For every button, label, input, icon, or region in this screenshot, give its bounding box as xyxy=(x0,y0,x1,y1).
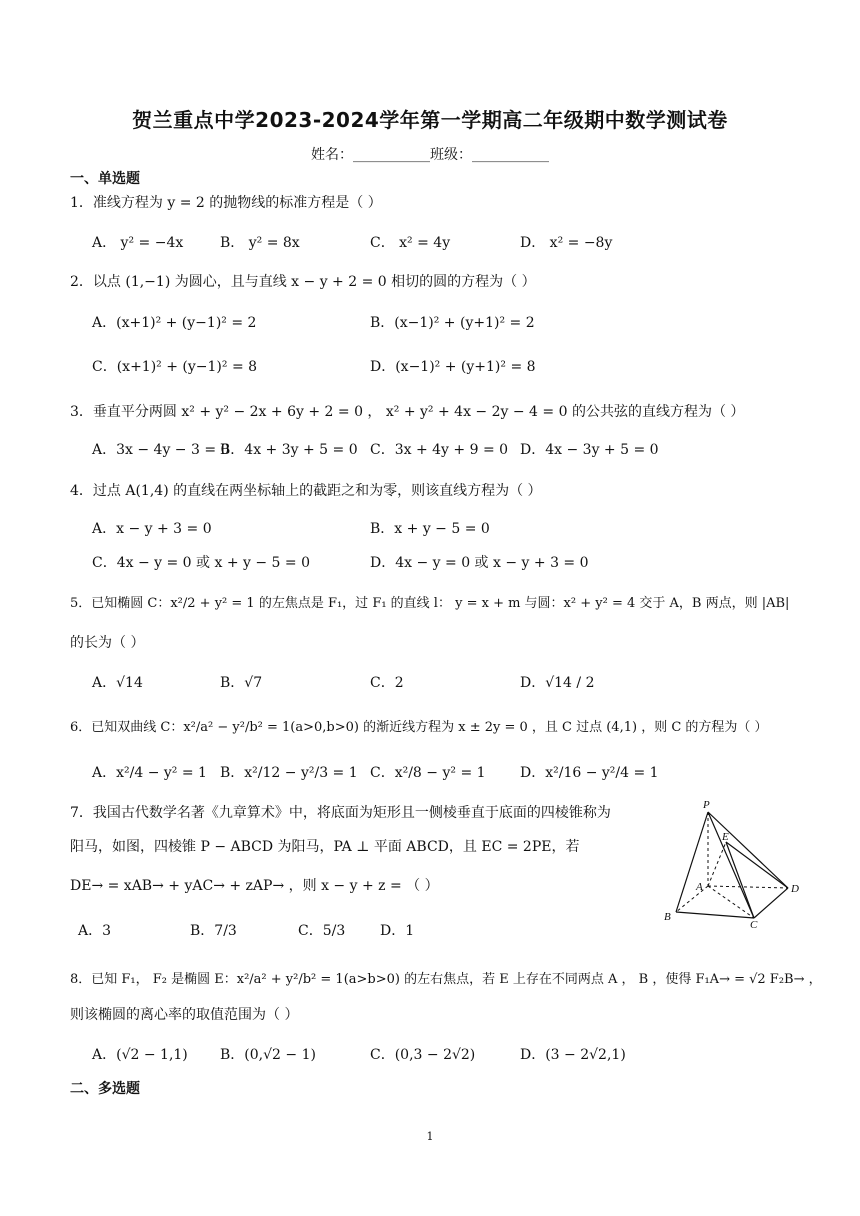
q1-option-b: B． y² = 8x xyxy=(220,235,300,251)
q4-option-d: D．4x − y = 0 或 x − y + 3 = 0 xyxy=(370,555,589,571)
question-7-line-1: 7．我国古代数学名著《九章算术》中，将底面为矩形且一侧棱垂直于底面的四棱锥称为 xyxy=(70,805,611,821)
q4-option-a: A．x − y + 3 = 0 xyxy=(92,521,212,537)
q7-option-c: C．5/3 xyxy=(298,923,346,939)
q3-option-a: A．3x − 4y − 3 = 0 xyxy=(92,442,230,458)
q8-option-d: D．(3 − 2√2,1) xyxy=(520,1047,626,1063)
question-3: 3．垂直平分两圆 x² + y² − 2x + 6y + 2 = 0 ， x² + y² + 4x − 2y − 4 = 0 的公共弦的直线方程为（ ） xyxy=(70,404,745,420)
q3-option-d: D．4x − 3y + 5 = 0 xyxy=(520,442,659,458)
question-7-line-2: 阳马，如图，四棱锥 P − ABCD 为阳马，PA ⊥ 平面 ABCD，且 EC = 2PE，若 xyxy=(70,839,580,855)
pyramid-figure xyxy=(658,798,830,928)
figure-label-a: A xyxy=(696,881,703,893)
q2-option-c: C．(x+1)² + (y−1)² = 8 xyxy=(92,359,258,375)
section-multiple-choice: 二、多选题 xyxy=(70,1081,140,1097)
q6-option-a: A．x²/4 − y² = 1 xyxy=(92,765,207,781)
q7-option-a: A．3 xyxy=(78,923,112,939)
q7-option-d: D．1 xyxy=(380,923,415,939)
figure-label-d: D xyxy=(791,883,799,895)
q2-option-b: B．(x−1)² + (y+1)² = 2 xyxy=(370,315,535,331)
page-title: 贺兰重点中学2023-2024学年第一学期高二年级期中数学测试卷 xyxy=(132,108,728,132)
question-1: 1．准线方程为 y = 2 的抛物线的标准方程是（ ） xyxy=(70,195,382,211)
q6-option-d: D．x²/16 − y²/4 = 1 xyxy=(520,765,659,781)
q8-option-c: C．(0,3 − 2√2) xyxy=(370,1047,476,1063)
question-5-line-1: 5．已知椭圆 C：x²/2 + y² = 1 的左焦点是 F₁，过 F₁ 的直线 l： y = x + m 与圆：x² + y² = 4 交于 A，B 两点，则 |AB| xyxy=(70,596,790,611)
question-2: 2．以点 (1,−1) 为圆心，且与直线 x − y + 2 = 0 相切的圆的方程为（ ） xyxy=(70,274,536,290)
q3-option-c: C．3x + 4y + 9 = 0 xyxy=(370,442,509,458)
q1-option-a: A． y² = −4x xyxy=(92,235,184,251)
q5-option-c: C．2 xyxy=(370,675,404,691)
q1-option-c: C． x² = 4y xyxy=(370,235,451,251)
figure-label-b: B xyxy=(664,911,671,923)
q5-option-b: B．√7 xyxy=(220,675,263,691)
figure-label-p: P xyxy=(703,799,710,811)
figure-label-e: E xyxy=(722,831,729,843)
question-7-line-3: DE→ = xAB→ + yAC→ + zAP→ ，则 x − y + z = （ ） xyxy=(70,878,439,894)
q5-option-d: D．√14 / 2 xyxy=(520,675,595,691)
question-4: 4．过点 A(1,4) 的直线在两坐标轴上的截距之和为零，则该直线方程为（ ） xyxy=(70,483,542,499)
section-single-choice: 一、单选题 xyxy=(70,171,140,187)
q3-option-b: B．4x + 3y + 5 = 0 xyxy=(220,442,358,458)
question-6: 6．已知双曲线 C：x²/a² − y²/b² = 1(a>0,b>0) 的渐近线方程为 x ± 2y = 0 ，且 C 过点 (4,1) ，则 C 的方程为（ ） xyxy=(70,720,768,735)
question-8-line-1: 8．已知 F₁， F₂ 是椭圆 E：x²/a² + y²/b² = 1(a>b>0) 的左右焦点，若 E 上存在不同两点 A ， B ，使得 F₁A→ = √2 F₂B→ ， xyxy=(70,972,822,987)
q7-option-b: B．7/3 xyxy=(190,923,237,939)
page-number: 1 xyxy=(426,1130,434,1143)
q8-option-b: B．(0,√2 − 1) xyxy=(220,1047,316,1063)
q4-option-b: B．x + y − 5 = 0 xyxy=(370,521,490,537)
q2-option-d: D．(x−1)² + (y+1)² = 8 xyxy=(370,359,536,375)
q6-option-b: B．x²/12 − y²/3 = 1 xyxy=(220,765,358,781)
q8-option-a: A．(√2 − 1,1) xyxy=(92,1047,188,1063)
q6-option-c: C．x²/8 − y² = 1 xyxy=(370,765,486,781)
q4-option-c: C．4x − y = 0 或 x + y − 5 = 0 xyxy=(92,555,311,571)
q1-option-d: D． x² = −8y xyxy=(520,235,613,251)
name-class-field: 姓名：___________班级：___________ xyxy=(311,147,549,163)
q5-option-a: A．√14 xyxy=(92,675,143,691)
question-8-line-2: 则该椭圆的离心率的取值范围为（ ） xyxy=(70,1007,299,1023)
q2-option-a: A．(x+1)² + (y−1)² = 2 xyxy=(92,315,257,331)
question-5-line-2: 的长为（ ） xyxy=(70,635,145,651)
figure-label-c: C xyxy=(750,919,758,928)
